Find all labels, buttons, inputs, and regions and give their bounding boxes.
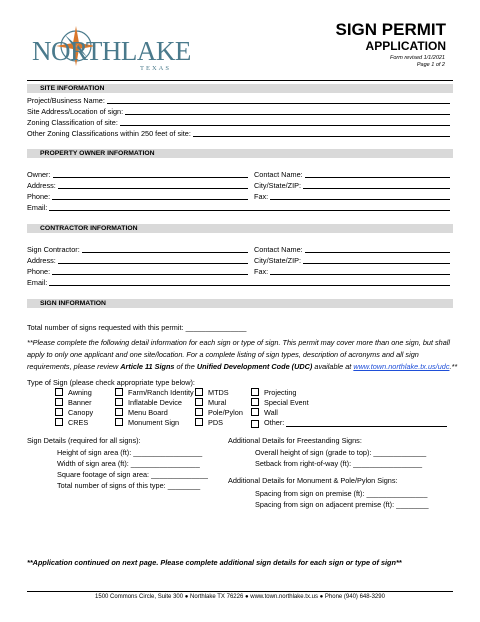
monument-label: Additional Details for Monument & Pole/Pylon Signs: bbox=[228, 476, 398, 485]
udc-link[interactable]: www.town.northlake.tx.us/udc bbox=[353, 362, 450, 371]
field-zoning[interactable] bbox=[27, 118, 450, 127]
field-label: Sign Contractor: bbox=[27, 245, 80, 254]
checkbox-icon[interactable] bbox=[251, 408, 259, 416]
field-label: Address: bbox=[27, 181, 56, 190]
checkbox-farm-ranch[interactable] bbox=[115, 388, 194, 398]
section-sign bbox=[27, 299, 453, 308]
checkbox-label: PDS bbox=[208, 418, 224, 427]
checkbox-icon[interactable] bbox=[195, 408, 203, 416]
field-line[interactable] bbox=[58, 256, 248, 264]
field-project-name[interactable] bbox=[27, 96, 450, 105]
freestanding-list bbox=[255, 447, 426, 469]
mono-spacing-premise[interactable]: Spacing from sign on premise (ft): _______________ bbox=[255, 489, 428, 498]
checkbox-icon[interactable] bbox=[195, 418, 203, 426]
footer-text: 1500 Commons Circle, Suite 300 ● Northlake TX 76226 ● www.town.northlake.tx.us ● Phone (940) 648-3290 bbox=[95, 594, 385, 600]
note-article: Article 11 Signs bbox=[120, 362, 175, 371]
checkbox-icon[interactable] bbox=[251, 420, 259, 428]
footer-divider bbox=[27, 591, 453, 592]
field-line[interactable] bbox=[193, 129, 450, 137]
field-label: Project/Business Name: bbox=[27, 96, 105, 105]
checkbox-projecting[interactable] bbox=[251, 388, 447, 398]
field-label: Address: bbox=[27, 256, 56, 265]
checkbox-label: Farm/Ranch Identity bbox=[128, 388, 194, 397]
note-text: of the bbox=[174, 362, 197, 371]
checkbox-icon[interactable] bbox=[55, 408, 63, 416]
checkbox-icon[interactable] bbox=[115, 418, 123, 426]
field-label: Email: bbox=[27, 203, 48, 212]
field-line[interactable] bbox=[120, 118, 450, 126]
checkbox-icon[interactable] bbox=[115, 408, 123, 416]
section-site-heading: SITE INFORMATION bbox=[40, 85, 105, 92]
field-line[interactable] bbox=[52, 267, 248, 275]
checkbox-icon[interactable] bbox=[55, 418, 63, 426]
checkbox-label: Menu Board bbox=[128, 408, 168, 417]
section-sign-heading: SIGN INFORMATION bbox=[40, 300, 106, 307]
sign-details-list bbox=[57, 447, 208, 491]
field-line[interactable] bbox=[49, 203, 450, 211]
checkbox-special-event[interactable] bbox=[251, 398, 447, 408]
types-col-3 bbox=[195, 388, 243, 428]
detail-square-footage[interactable]: Square footage of sign area: ______________ bbox=[57, 470, 208, 479]
mono-spacing-adjacent[interactable]: Spacing from sign on adjacent premise (ft): ________ bbox=[255, 500, 429, 509]
note-udc: Unified Development Code (UDC) bbox=[196, 362, 313, 371]
field-line[interactable] bbox=[303, 256, 450, 264]
field-line[interactable] bbox=[58, 181, 248, 189]
field-owner-contact[interactable] bbox=[254, 170, 450, 179]
field-owner-address[interactable] bbox=[27, 181, 248, 190]
checkbox-label: CRES bbox=[68, 418, 89, 427]
checkbox-inflatable[interactable] bbox=[115, 398, 194, 408]
types-col-4 bbox=[251, 388, 447, 428]
field-line[interactable] bbox=[303, 181, 450, 189]
field-label: Contact Name: bbox=[254, 245, 303, 254]
field-line[interactable] bbox=[53, 170, 248, 178]
checkbox-menu-board[interactable] bbox=[115, 408, 194, 418]
field-label: Fax: bbox=[254, 192, 269, 201]
checkbox-wall[interactable] bbox=[251, 408, 447, 418]
field-label: Fax: bbox=[254, 267, 269, 276]
checkbox-awning[interactable] bbox=[55, 388, 93, 398]
checkbox-label: Projecting bbox=[264, 388, 297, 397]
field-owner-phone[interactable] bbox=[27, 192, 248, 201]
checkbox-mural[interactable] bbox=[195, 398, 243, 408]
checkbox-icon[interactable] bbox=[115, 398, 123, 406]
field-label: Site Address/Location of sign: bbox=[27, 107, 124, 116]
field-line[interactable] bbox=[52, 192, 248, 200]
field-label: Zoning Classification of site: bbox=[27, 118, 118, 127]
field-line[interactable] bbox=[270, 267, 450, 275]
field-line[interactable] bbox=[305, 245, 450, 253]
logo-text: NORTHLAKE bbox=[32, 36, 191, 66]
page-number: Page 1 of 2 bbox=[416, 62, 445, 68]
field-contractor-contact[interactable] bbox=[254, 245, 450, 254]
field-contractor-phone[interactable] bbox=[27, 267, 248, 276]
checkbox-icon[interactable] bbox=[195, 398, 203, 406]
section-contractor bbox=[27, 224, 453, 233]
checkbox-label: Wall bbox=[264, 408, 278, 417]
field-label: Other Zoning Classifications within 250 feet of site: bbox=[27, 129, 191, 138]
field-contractor-address[interactable] bbox=[27, 256, 248, 265]
sign-details-label: Sign Details (required for all signs): bbox=[27, 436, 141, 445]
checkbox-label: Banner bbox=[68, 398, 92, 407]
field-line[interactable] bbox=[305, 170, 450, 178]
checkbox-label: Mural bbox=[208, 398, 227, 407]
note-text: available at bbox=[312, 362, 354, 371]
field-label: City/State/ZIP: bbox=[254, 181, 302, 190]
checkbox-label: Awning bbox=[68, 388, 92, 397]
checkbox-label: Pole/Pylon bbox=[208, 408, 243, 417]
checkbox-label: MTDS bbox=[208, 388, 229, 397]
logo-subtext: TEXAS bbox=[140, 65, 171, 72]
note-line-1: **Please complete the following detail information for each sign or type of sign. This permit may cover more than one sign, but shall bbox=[27, 338, 451, 347]
field-label: Owner: bbox=[27, 170, 51, 179]
total-signs-field[interactable]: Total number of signs requested with this permit: _______________ bbox=[27, 323, 247, 332]
checkbox-icon[interactable] bbox=[115, 388, 123, 396]
field-owner-fax[interactable] bbox=[254, 192, 450, 201]
checkbox-icon[interactable] bbox=[251, 388, 259, 396]
field-label: Email: bbox=[27, 278, 48, 287]
checkbox-label: Monument Sign bbox=[128, 418, 180, 427]
field-label: Phone: bbox=[27, 192, 51, 201]
form-revised: Form revised 1/1/2021 bbox=[389, 55, 445, 61]
section-owner bbox=[27, 149, 453, 158]
detail-height[interactable]: Height of sign area (ft): _________________ bbox=[57, 448, 203, 457]
checkbox-label: Inflatable Device bbox=[128, 398, 182, 407]
field-line[interactable] bbox=[125, 107, 450, 115]
field-site-address[interactable] bbox=[27, 107, 450, 116]
field-owner-email[interactable] bbox=[27, 203, 450, 212]
free-overall-height[interactable]: Overall height of sign (grade to top): _____________ bbox=[255, 448, 427, 457]
checkbox-label: Canopy bbox=[68, 408, 94, 417]
checkbox-canopy[interactable] bbox=[55, 408, 93, 418]
checkbox-monument[interactable] bbox=[115, 418, 194, 428]
field-line[interactable] bbox=[82, 245, 248, 253]
section-contractor-heading: CONTRACTOR INFORMATION bbox=[40, 225, 138, 232]
checkbox-pds[interactable] bbox=[195, 418, 243, 428]
types-col-2 bbox=[115, 388, 194, 428]
field-label: City/State/ZIP: bbox=[254, 256, 302, 265]
field-contractor-fax[interactable] bbox=[254, 267, 450, 276]
continued-note: **Application continued on next page. Please complete additional sign details for each sign or type of sign** bbox=[27, 558, 402, 567]
note-line-2: apply to only one applicant and one site/location. For a complete listing of sign types, description of acronyms and all sign bbox=[27, 350, 419, 359]
checkbox-icon[interactable] bbox=[251, 398, 259, 406]
field-other-zoning[interactable] bbox=[27, 129, 450, 138]
field-line[interactable] bbox=[270, 192, 450, 200]
field-label: Phone: bbox=[27, 267, 51, 276]
field-owner-city[interactable] bbox=[254, 181, 450, 190]
note-line-3 bbox=[27, 362, 457, 371]
checkbox-icon[interactable] bbox=[55, 398, 63, 406]
monument-list bbox=[255, 488, 429, 510]
checkbox-pole-pylon[interactable] bbox=[195, 408, 243, 418]
note-text: .** bbox=[449, 362, 458, 371]
header-divider bbox=[27, 80, 453, 81]
checkbox-label: Special Event bbox=[264, 398, 309, 407]
freestanding-label: Additional Details for Freestanding Signs: bbox=[228, 436, 362, 445]
other-line[interactable] bbox=[286, 419, 447, 427]
checkbox-icon[interactable] bbox=[55, 388, 63, 396]
field-contractor[interactable] bbox=[27, 245, 248, 254]
field-owner[interactable] bbox=[27, 170, 248, 179]
field-contractor-email[interactable] bbox=[27, 278, 450, 287]
section-owner-heading: PROPERTY OWNER INFORMATION bbox=[40, 150, 155, 157]
types-col-1 bbox=[55, 388, 93, 428]
detail-total[interactable]: Total number of signs of this type: ________ bbox=[57, 481, 201, 490]
field-contractor-city[interactable] bbox=[254, 256, 450, 265]
note-text: requirements, please review bbox=[27, 362, 121, 371]
field-line[interactable] bbox=[49, 278, 450, 286]
section-site bbox=[27, 84, 453, 93]
checkbox-cres[interactable] bbox=[55, 418, 93, 428]
detail-width[interactable]: Width of sign area (ft): _________________ bbox=[57, 459, 200, 468]
checkbox-banner[interactable] bbox=[55, 398, 93, 408]
checkbox-label: Other: bbox=[264, 418, 285, 427]
free-setback[interactable]: Setback from right-of-way (ft): _________________ bbox=[255, 459, 423, 468]
page-title: SIGN PERMIT bbox=[335, 20, 446, 39]
field-label: Contact Name: bbox=[254, 170, 303, 179]
checkbox-other[interactable] bbox=[251, 418, 447, 428]
checkbox-mtds[interactable] bbox=[195, 388, 243, 398]
field-line[interactable] bbox=[107, 96, 450, 104]
checkbox-icon[interactable] bbox=[195, 388, 203, 396]
page-subtitle: APPLICATION bbox=[365, 39, 446, 53]
type-of-sign-label: Type of Sign (please check appropriate type below): bbox=[27, 378, 195, 387]
